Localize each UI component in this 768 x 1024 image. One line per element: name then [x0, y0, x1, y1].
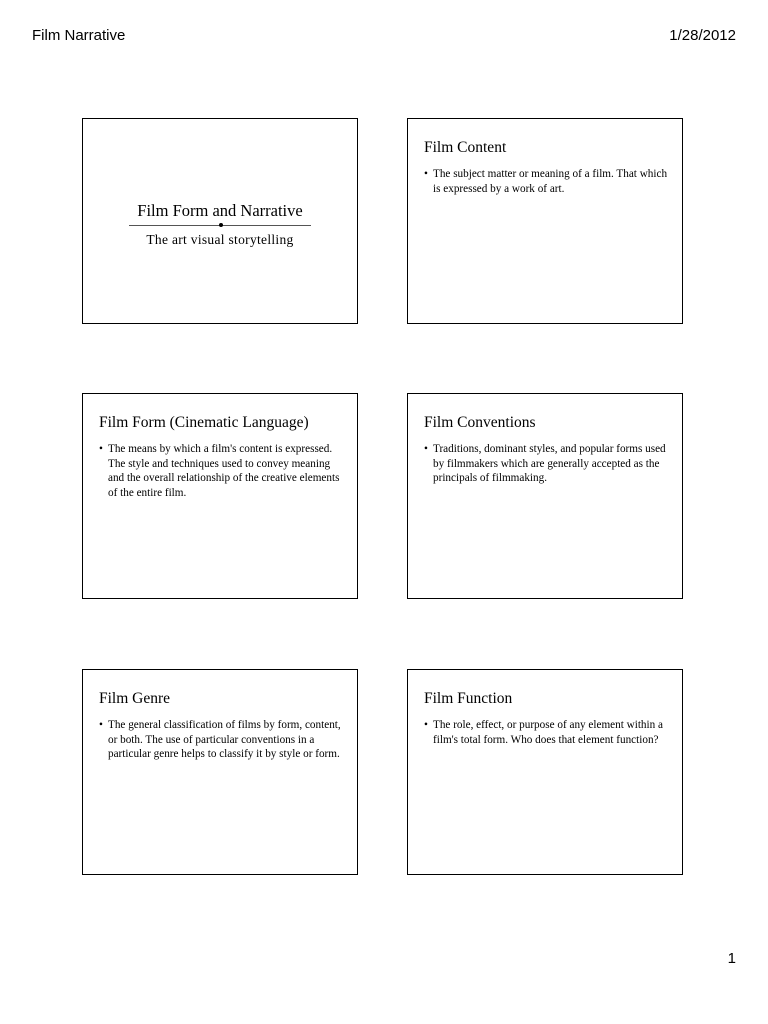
- slide-bullet: [424, 167, 668, 196]
- document-title: Film Narrative: [32, 27, 126, 44]
- slide-thumbnail-2: [407, 118, 683, 324]
- bullet-text: The general classification of films by form, content, or both. The use of particular conventions in a particular genre helps to classify it by style or form.: [108, 719, 341, 760]
- slide-thumbnail-1: [82, 118, 358, 324]
- slide-subtitle: The art visual storytelling: [146, 232, 294, 247]
- slide-bullet: [99, 718, 343, 762]
- bullet-text: The role, effect, or purpose of any element within a film's total form. Who does that element function?: [433, 719, 663, 746]
- bullet-icon: •: [424, 719, 428, 731]
- bullet-icon: •: [99, 443, 103, 455]
- slide-title: Film Function: [424, 690, 513, 707]
- slide-bullet: [424, 718, 668, 747]
- bullet-text: The means by which a film's content is expressed. The style and techniques used to convey meaning and the overall relationship of the creative elements of the entire film.: [108, 443, 340, 499]
- slide-bullet: [99, 442, 343, 500]
- slide-thumbnail-6: [407, 669, 683, 875]
- bullet-text: The subject matter or meaning of a film. That which is expressed by a work of art.: [433, 168, 668, 195]
- bullet-icon: •: [424, 443, 428, 455]
- divider-dot-icon: [219, 223, 223, 227]
- slide-thumbnail-4: [407, 393, 683, 599]
- slide-title: Film Form and Narrative: [137, 201, 303, 220]
- slide-title: Film Content: [424, 139, 507, 156]
- page-number: 1: [727, 950, 736, 967]
- bullet-icon: •: [424, 168, 428, 180]
- slide-title: Film Genre: [99, 690, 171, 707]
- bullet-icon: •: [99, 719, 103, 731]
- bullet-text: Traditions, dominant styles, and popular forms used by filmmakers which are generally accepted as the principals of filmmaking.: [433, 443, 666, 484]
- slide-bullet: [424, 442, 668, 486]
- slide-title: Film Form (Cinematic Language): [99, 414, 309, 431]
- document-date: 1/28/2012: [669, 27, 736, 44]
- slide-title: Film Conventions: [424, 414, 536, 431]
- slide-thumbnail-5: [82, 669, 358, 875]
- slide-thumbnail-3: [82, 393, 358, 599]
